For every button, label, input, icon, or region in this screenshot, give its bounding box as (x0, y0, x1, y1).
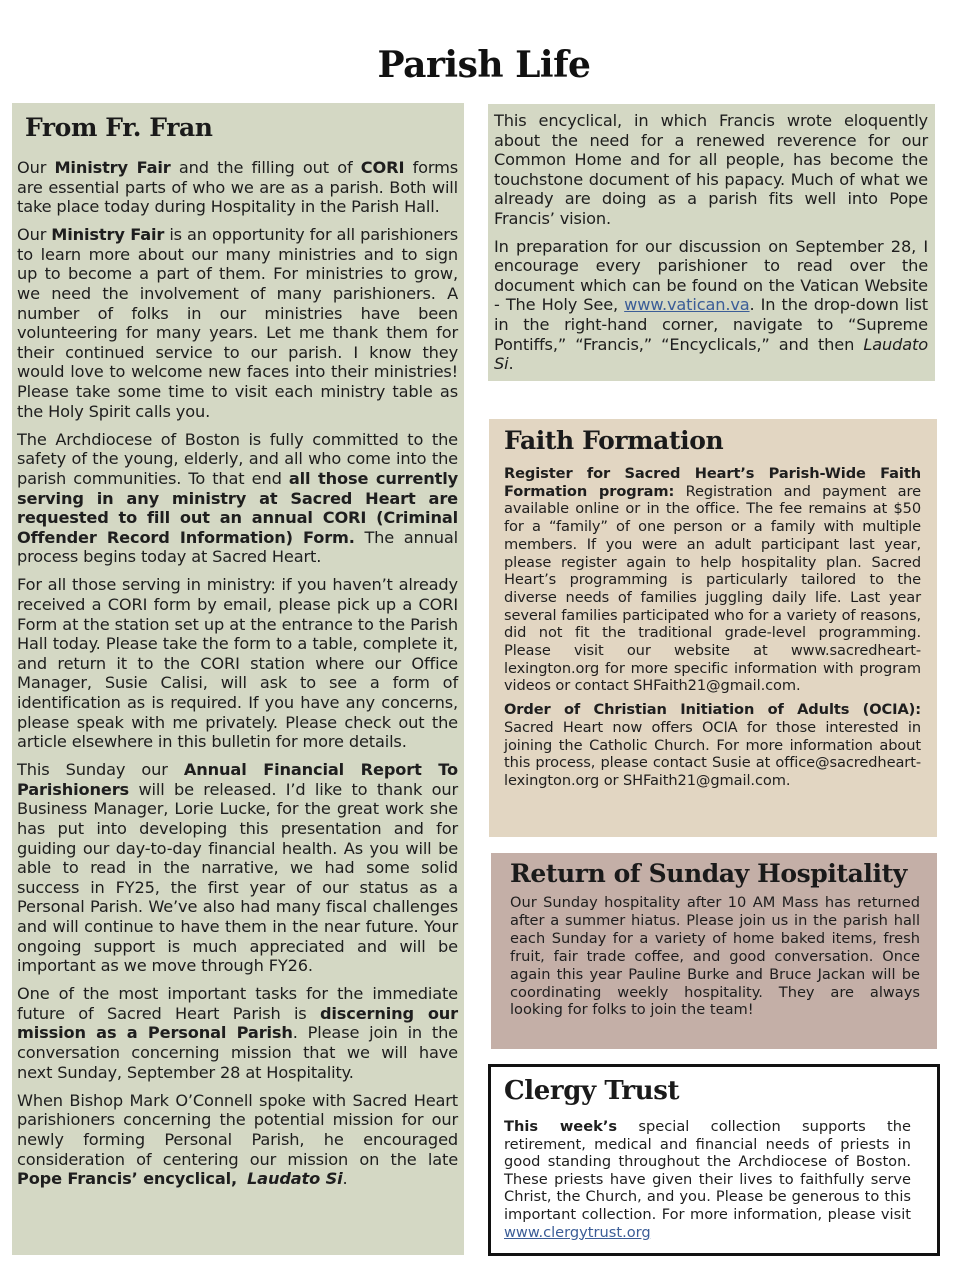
fran-paragraph-bishop: When Bishop Mark O’Connell spoke with Sacred Heart parishioners concerning the potential mission for our newly forming Personal Parish, he encouraged consideration of centering our mission on the late Pope Francis’ encyclical, Laudato Si. (17, 1090, 458, 1189)
faith-formation-registration: Register for Sacred Heart’s Parish-Wide Faith Formation program: Registration and payment are available online or in the office. The fee remains at $50 for a “family” of one person or a family with multiple members. If you were an adult participant last year, please register again to help hospitality plan. Sacred Heart’s programming is particularly tailored to the diverse needs of families juggling daily life. Last year several families participated who for a variety of reasons, did not fit the traditional grade-level programming. Please visit our website at www.sacredheart-lexington.org for more specific information with program videos or contact SHFaith21@gmail.com. (504, 465, 921, 695)
fran-paragraph-ministry-fair-cori: Our Ministry Fair and the filling out of CORI forms are essential parts of who we are as a parish. Both will take place today during Hospitality in the Parish Hall. (17, 158, 459, 217)
clergy-trust-heading: Clergy Trust (504, 1076, 680, 1106)
sunday-hospitality-heading: Return of Sunday Hospitality (510, 859, 907, 888)
sunday-hospitality-box (491, 853, 937, 1049)
fran-paragraph-mission: One of the most important tasks for the immediate future of Sacred Heart Parish is discerning our mission as a Personal Parish. Please join in the conversation concerning mission that we will have next Sunday, September 28 at Hospitality. (17, 984, 458, 1082)
from-fr-fran-box (12, 103, 464, 1255)
page-title: Parish Life (377, 44, 591, 86)
fran-paragraph-ministry-fair: Our Ministry Fair is an opportunity for all parishioners to learn more about our many ministries and to sign up to become a part of them. For ministries to grow, we need the involvement of many parishioners. A number of folks in our ministries have been volunteering for many years. Let me thank them for their continued service to our parish. I know they would love to welcome new faces into their ministries! Please take some time to visit each ministry table as the Holy Spirit calls you. (17, 225, 459, 421)
fran-paragraph-financial-report: This Sunday our Annual Financial Report To Parishioners will be released. I’d like to thank our Business Manager, Lorie Lucke, for the great work she has put into developing this presentation and for guiding our day-to-day financial health. As you will be able to read in the narrative, we had some solid success in FY25, the first year of our status as a Personal Parish. We’ve also had many fiscal challenges and will continue to have them in the near future. Your ongoing support is much appreciated and will be important as we move through FY26. (17, 760, 458, 976)
ocia-paragraph: Order of Christian Initiation of Adults (OCIA): Sacred Heart now offers OCIA for those interested in joining the Catholic Church. For more information about this process, please contact Susie at office@sacredheart-lexington.org or SHFaith21@gmail.com. (504, 701, 921, 789)
sunday-hospitality-text: Our Sunday hospitality after 10 AM Mass has returned after a summer hiatus. Please join us in the parish hall each Sunday for a variety of home baked items, fresh fruit, fair trade coffee, and good conversation. Once again this year Pauline Burke and Bruce Jackan will be coordinating weekly hospitality. They are always looking for folks to join the team! (510, 894, 920, 1019)
fran-paragraph-archdiocese: The Archdiocese of Boston is fully committed to the safety of the young, elderly, and all who come into the parish communities. To that end all those currently serving in any ministry at Sacred Heart are requested to fill out an annual CORI (Criminal Offender Record Information) Form. The annual process begins today at Sacred Heart. (17, 429, 458, 567)
faith-formation-box (489, 419, 937, 837)
clergy-trust-link[interactable]: www.clergytrust.org (504, 1223, 651, 1241)
clergy-trust-box (488, 1064, 940, 1256)
clergy-trust-text: This week’s special collection supports the retirement, medical and financial needs of priests in good standing throughout the Archdiocese of Boston. These priests have given their lives to faithfully serve Christ, the Church, and you. Please be generous to this important collection. For more information, please visit www.clergytrust.org (504, 1118, 911, 1241)
vatican-link[interactable]: www.vatican.va (624, 295, 750, 315)
faith-formation-heading: Faith Formation (504, 426, 724, 455)
vatican-paragraph: In preparation for our discussion on September 28, I encourage every parishioner to read over the document which can be found on the Vatican Website - The Holy See, www.vatican.va. In the drop-down list in the right-hand corner, navigate to “Supreme Pontiffs,” “Francis,” “Encyclicals,” and then Laudato Si. (494, 236, 928, 374)
fran-paragraph-cori-form: For all those serving in ministry: if you haven’t already received a CORI form by email, please pick up a CORI Form at the station set up at the entrance to the Parish Hall today. Please take the form to a table, complete it, and return it to the CORI station where our Office Manager, Susie Calisi, will ask to see a form of identification as is required. If you have any concerns, please speak with me privately. Please check out the article elsewhere in this bulletin for more details. (17, 575, 458, 752)
from-fr-fran-heading: From Fr. Fran (25, 113, 213, 142)
encyclical-continuation-box (488, 104, 935, 381)
encyclical-paragraph: This encyclical, in which Francis wrote eloquently about the need for a renewed reverence for our Common Home and for all people, has become the touchstone document of his papacy. Much of what we already are doing as a parish fits well into Pope Francis’ vision. (494, 111, 928, 228)
